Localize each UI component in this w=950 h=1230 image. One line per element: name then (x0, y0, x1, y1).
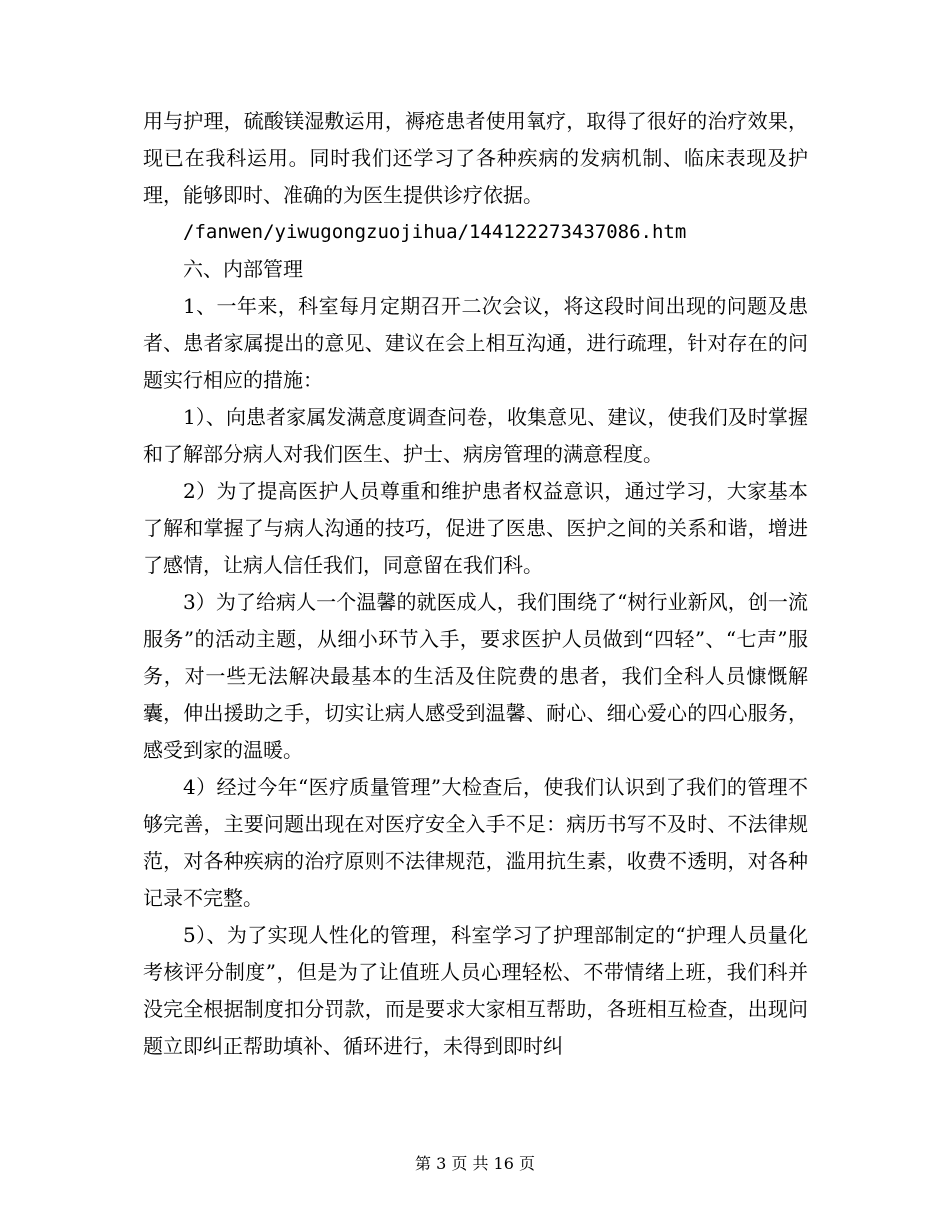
paragraph-subitem-3: 3）为了给病人一个温馨的就医成人，我们围绕了“树行业新风，创一流服务”的活动主题，从细小环节入手，要求医护人员做到“四轻”、“七声”服务，对一些无法解决最基本的生活及住院费的患者，我们全科人员慷慨解囊，伸出援助之手，切实让病人感受到温馨、耐心、细心爱心的四心服务，感受到家的温暖。 (143, 590, 808, 762)
document-body (143, 103, 808, 1065)
paragraph-continued: 用与护理，硫酸镁湿敷运用，褥疮患者使用氧疗，取得了很好的治疗效果，现已在我科运用。同时我们还学习了各种疾病的发病机制、临床表现及护理，能够即时、准确的为医生提供诊疗依据。 (143, 109, 808, 207)
section-heading: 六、内部管理 (183, 257, 303, 281)
paragraph-subitem-1: 1）、向患者家属发满意度调查问卷，收集意见、建议，使我们及时掌握和了解部分病人对我们医生、护士、病房管理的满意程度。 (143, 405, 808, 466)
paragraph-subitem-5: 5）、为了实现人性化的管理，科室学习了护理部制定的“护理人员量化考核评分制度”，但是为了让值班人员心理轻松、不带情绪上班，我们科并没完全根据制度扣分罚款，而是要求大家相互帮助，各班相互检查，出现问题立即纠正帮助填补、循环进行，未得到即时纠 (143, 923, 808, 1058)
paragraph-item-1: 1、一年来，科室每月定期召开二次会议，将这段时间出现的问题及患者、患者家属提出的意见、建议在会上相互沟通，进行疏理，针对存在的问题实行相应的措施： (143, 294, 808, 392)
page-number-footer: 第 3 页 共 16 页 (415, 1154, 535, 1173)
url-text: /fanwen/yiwugongzuojihua/144122273437086.htm (183, 221, 687, 243)
paragraph-subitem-2: 2）为了提高医护人员尊重和维护患者权益意识，通过学习，大家基本了解和掌握了与病人沟通的技巧，促进了医患、医护之间的关系和谐，增进了感情，让病人信任我们，同意留在我们科。 (143, 479, 808, 577)
paragraph-subitem-4: 4）经过今年“医疗质量管理”大检查后，使我们认识到了我们的管理不够完善，主要问题出现在对医疗安全入手不足：病历书写不及时、不法律规范，对各种疾病的治疗原则不法律规范，滥用抗生素，收费不透明，对各种记录不完整。 (143, 775, 808, 910)
